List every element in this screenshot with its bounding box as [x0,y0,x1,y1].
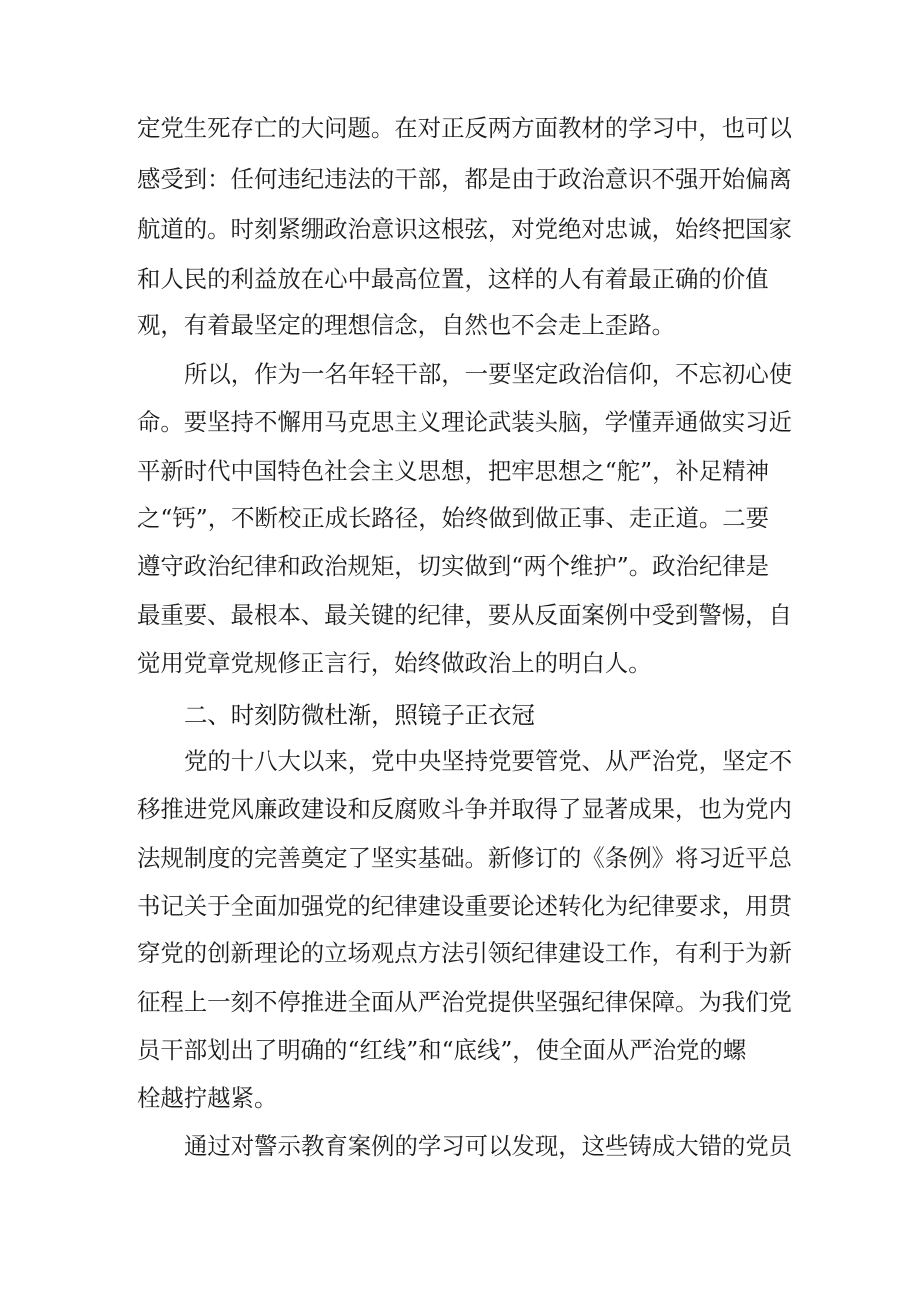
body-text-line: 最重要、最根本、最关键的纪律，要从反面案例中受到警惕，自 [137,601,792,629]
body-text-line: 感受到：任何违纪违法的干部，都是由于政治意识不强开始偏离 [137,165,792,193]
body-text-line: 征程上一刻不停推进全面从严治党提供坚强纪律保障。为我们党 [137,988,792,1016]
body-text-line: 员干部划出了明确的“红线”和“底线”，使全面从严治党的螺 [137,1036,747,1064]
body-text-line: 观，有着最坚定的理想信念，自然也不会走上歪路。 [137,311,675,339]
body-text-line: 遵守政治纪律和政治规矩，切实做到“两个维护”。政治纪律是 [137,552,770,580]
body-text-line: 法规制度的完善奠定了坚实基础。新修订的《条例》将习近平总 [137,844,792,872]
section-heading: 二、时刻防微杜渐，照镜子正衣冠 [184,701,535,729]
body-text-line: 通过对警示教育案例的学习可以发现，这些铸成大错的党员 [184,1132,793,1160]
body-text-line: 平新时代中国特色社会主义思想，把牢思想之“舵”，补足精神 [137,457,770,485]
body-text-line: 栓越拧越紧。 [137,1084,278,1112]
body-text-line: 定党生死存亡的大问题。在对正反两方面教材的学习中，也可以 [137,114,792,142]
body-text-line: 移推进党风廉政建设和反腐败斗争并取得了显著成果，也为党内 [137,795,792,823]
body-text-line: 书记关于全面加强党的纪律建设重要论述转化为纪律要求，用贯 [137,892,792,920]
body-text-line: 之“钙”，不断校正成长路径，始终做到做正事、走正道。二要 [137,504,770,532]
body-text-line: 所以，作为一名年轻干部，一要坚定政治信仰，不忘初心使 [184,360,793,388]
body-text-line: 和人民的利益放在心中最高位置，这样的人有着最正确的价值 [137,265,769,293]
body-text-line: 穿党的创新理论的立场观点方法引领纪律建设工作，有利于为新 [137,939,792,967]
body-text-line: 觉用党章党规修正言行，始终做政治上的明白人。 [137,649,652,677]
body-text-line: 命。要坚持不懈用马克思主义理论武装头脑，学懂弄通做实习近 [137,408,792,436]
body-text-line: 航道的。时刻紧绷政治意识这根弦，对党绝对忠诚，始终把国家 [137,215,792,243]
body-text-line: 党的十八大以来，党中央坚持党要管党、从严治党，坚定不 [184,747,793,775]
